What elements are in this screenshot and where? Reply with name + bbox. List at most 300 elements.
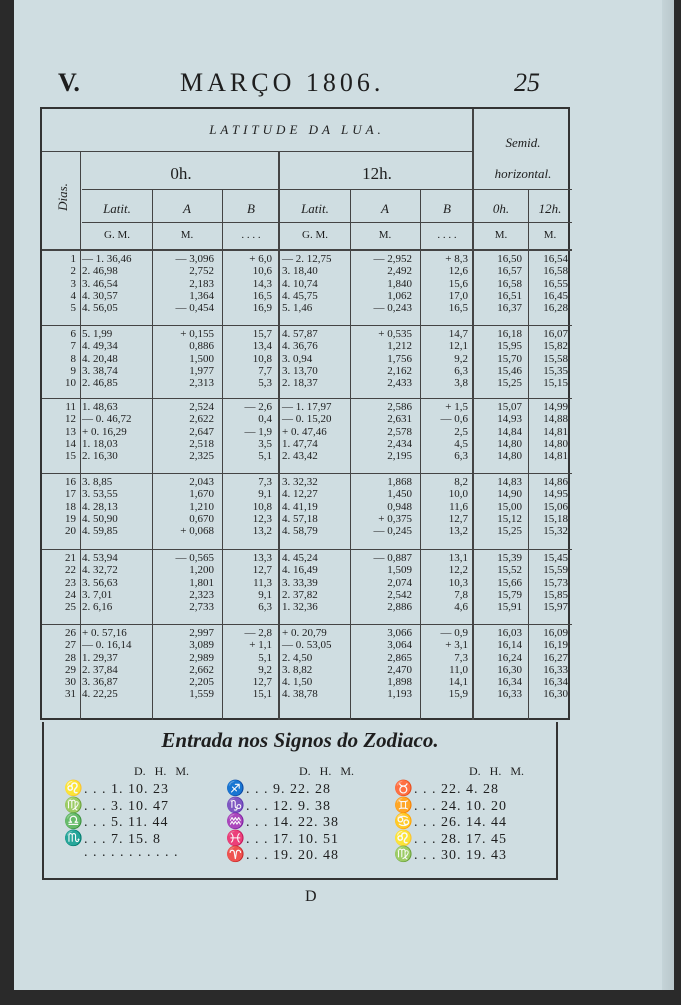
zodiac-row [64, 829, 179, 846]
col-b12-group [422, 476, 468, 537]
col-semid-12: 12h. [538, 201, 562, 216]
col-lat0-group [82, 552, 148, 613]
zodiac-sign-icon: ♍ [394, 847, 413, 863]
table-cell: 28 [65, 651, 76, 664]
table-cell: 16,03 [497, 627, 522, 639]
col-s12-group [530, 401, 568, 462]
table-cell: 16,5 [448, 302, 468, 315]
table-cell: 3. 36,87 [82, 676, 118, 689]
table-cell: — 0,9 [440, 627, 468, 639]
table-cell: 1,898 [387, 676, 412, 689]
table-cell: 2,886 [387, 601, 412, 614]
rule-group [42, 325, 572, 326]
table-cell: — 0,565 [175, 552, 214, 564]
table-cell: 15,15 [543, 377, 568, 390]
table-cell: 4. 50,90 [82, 512, 118, 525]
table-cell: 13,1 [448, 552, 468, 564]
table-title: LATITUDE DA LUA. [209, 122, 385, 137]
table-cell: 16,58 [543, 265, 568, 278]
table-cell: 2,323 [189, 588, 214, 601]
table-cell: 2,989 [189, 651, 214, 664]
zodiac-sign-icon: ♐ [226, 781, 245, 797]
table-cell: 1,868 [387, 476, 412, 488]
table-cell: 15,07 [497, 401, 522, 413]
col-lat0-group [82, 253, 148, 314]
table-cell: 2,752 [189, 265, 214, 278]
table-cell: 16,54 [543, 253, 568, 265]
col-s0-group [474, 253, 522, 314]
table-cell: 2,542 [387, 588, 412, 601]
table-cell: — 1,9 [244, 425, 272, 438]
table-cell: 3,8 [454, 377, 468, 390]
zodiac-header-3: D. H. M. [469, 764, 525, 778]
table-cell: 2,662 [189, 663, 214, 676]
table-cell: 15,1 [252, 688, 272, 701]
col-days-group [44, 552, 76, 613]
table-cell: 31 [65, 688, 76, 701]
rule-h [82, 222, 572, 223]
table-cell: — 1. 17,97 [282, 401, 332, 413]
table-cell: 1. 48,63 [82, 401, 118, 413]
table-cell: 6,3 [454, 364, 468, 377]
table-cell: 3. 53,55 [82, 488, 118, 501]
table-cell: 2. 37,82 [282, 588, 318, 601]
zodiac-entry-time: . . . . . . . . . . . [84, 845, 179, 860]
moon-latitude-table [40, 107, 570, 720]
table-cell: 1,062 [387, 289, 412, 302]
table-cell: 4. 45,24 [282, 552, 318, 564]
col-lat0-group [82, 476, 148, 537]
col-s12-group [530, 328, 568, 389]
table-cell: 5,3 [258, 377, 272, 390]
table-cell: 14,1 [448, 676, 468, 689]
zodiac-row [64, 812, 179, 829]
semid-title-line2: horizontal. [494, 166, 552, 181]
col-lat12-group [282, 253, 348, 314]
zodiac-entry-time: . . . 14. 22. 38 [246, 815, 339, 830]
table-cell: 5. 1,46 [282, 302, 313, 315]
col-s0-group [474, 552, 522, 613]
table-cell: 14 [65, 437, 76, 450]
zodiac-title: Entrada nos Signos do Zodiaco. [161, 728, 439, 752]
table-cell: 4. 53,94 [82, 552, 118, 564]
table-cell: 15,6 [448, 277, 468, 290]
table-cell: 26 [65, 627, 76, 639]
table-cell: 2. 37,84 [82, 663, 118, 676]
zodiac-sign-icon: ♎ [64, 814, 83, 830]
table-cell: 4. 56,05 [82, 302, 118, 315]
table-cell: 1,210 [189, 500, 214, 513]
zodiac-row [226, 829, 339, 846]
table-cell: 2,631 [387, 413, 412, 426]
rule-v [278, 151, 280, 720]
table-cell: + 0,068 [180, 525, 214, 538]
table-cell: 24 [65, 588, 76, 601]
table-cell: 1,450 [387, 488, 412, 501]
table-cell: 1,364 [189, 289, 214, 302]
zodiac-sign-icon: ♉ [394, 781, 413, 797]
table-cell: — 0. 53,05 [282, 639, 332, 652]
zodiac-row [394, 812, 507, 829]
table-cell: 16,24 [497, 651, 522, 664]
table-cell: 16,28 [543, 302, 568, 315]
table-cell: 2. 43,42 [282, 450, 318, 463]
table-cell: 11,6 [449, 500, 468, 513]
table-cell: — 0,6 [440, 413, 468, 426]
table-cell: 1 [70, 253, 76, 265]
unit-m-semid-0: M. [494, 229, 508, 241]
zodiac-entry-time: . . . 9. 22. 28 [246, 782, 331, 797]
table-cell: 1,670 [189, 488, 214, 501]
table-cell: 15,12 [497, 512, 522, 525]
table-cell: 14,99 [543, 401, 568, 413]
rule-group [42, 549, 572, 550]
table-cell: 5. 1,99 [82, 328, 113, 340]
table-cell: — 2,952 [373, 253, 412, 265]
zodiac-sign-icon: ♌ [64, 781, 83, 797]
zodiac-entry-time: . . . 28. 17. 45 [414, 831, 507, 847]
table-cell: 16,07 [543, 328, 568, 340]
col-a12-group [352, 627, 412, 701]
col-a12-group [352, 552, 412, 613]
table-cell: + 0. 16,29 [82, 425, 127, 438]
table-cell: 1,200 [189, 564, 214, 577]
zodiac-sign-icon: ♊ [394, 797, 413, 814]
table-cell: 0,670 [189, 512, 214, 525]
col-a0-group [154, 627, 214, 701]
table-cell: 16,33 [543, 663, 568, 676]
table-cell: 1,840 [387, 277, 412, 290]
table-cell: 14,83 [497, 476, 522, 488]
table-cell: 3. 32,32 [282, 476, 318, 488]
table-cell: 7,8 [454, 588, 468, 601]
table-cell: 15,79 [497, 588, 522, 601]
table-cell: 1. 47,74 [282, 437, 318, 450]
table-cell: 3,089 [189, 639, 214, 652]
table-cell: + 8,3 [445, 253, 468, 265]
table-cell: 16,34 [543, 676, 568, 689]
table-cell: 29 [65, 663, 76, 676]
table-cell: 2. 18,37 [282, 377, 318, 390]
table-cell: 2,997 [189, 627, 214, 639]
table-cell: 12,3 [252, 512, 272, 525]
table-cell: 15,06 [543, 500, 568, 513]
zodiac-header-1: D. H. M. [134, 764, 190, 778]
col-b0-group [224, 552, 272, 613]
table-cell: 1,500 [189, 352, 214, 365]
col-days-group [44, 401, 76, 462]
table-cell: 4. 41,19 [282, 500, 318, 513]
table-cell: 2. 46,85 [82, 377, 118, 390]
rule-h [42, 151, 474, 152]
zodiac-row [394, 829, 507, 846]
table-cell: 15,7 [252, 328, 272, 340]
hour-0-label: 0h. [170, 164, 192, 183]
table-cell: 4. 28,13 [82, 500, 118, 513]
table-cell: 0,4 [258, 413, 272, 426]
table-cell: 4. 12,27 [282, 488, 318, 501]
zodiac-box [42, 722, 558, 880]
zodiac-entry-time: . . . 30. 19. 43 [414, 848, 507, 863]
table-cell: + 0,535 [378, 328, 412, 340]
table-cell: — 1. 36,46 [82, 253, 132, 265]
table-cell: 4. 58,79 [282, 525, 318, 538]
zodiac-row [226, 812, 339, 829]
table-cell: 2. 6,16 [82, 601, 113, 614]
table-cell: 16,27 [543, 651, 568, 664]
table-cell: 12,7 [448, 512, 468, 525]
col-days-group [44, 627, 76, 701]
table-cell: 15,46 [497, 364, 522, 377]
table-cell: 16,57 [497, 265, 522, 278]
table-cell: 12,7 [252, 676, 272, 689]
table-cell: 16,30 [543, 688, 568, 701]
col-s0-group [474, 401, 522, 462]
zodiac-entry-time: . . . 17. 10. 51 [246, 831, 339, 847]
table-cell: 16,9 [252, 302, 272, 315]
table-cell: + 1,1 [249, 639, 272, 652]
table-cell: 0,886 [189, 340, 214, 353]
table-cell: 12,2 [448, 564, 468, 577]
col-days-group [44, 476, 76, 537]
table-cell: 10,0 [448, 488, 468, 501]
table-cell: 7,3 [454, 651, 468, 664]
table-cell: 15,58 [543, 352, 568, 365]
table-cell: 16,18 [497, 328, 522, 340]
table-cell: 3. 7,01 [82, 588, 113, 601]
table-cell: 4. 30,57 [82, 289, 118, 302]
col-s12-group [530, 253, 568, 314]
table-cell: 4. 36,76 [282, 340, 318, 353]
col-b0-group [224, 253, 272, 314]
col-b0-group [224, 627, 272, 701]
table-cell: 14,88 [543, 413, 568, 426]
col-lat12-group [282, 476, 348, 537]
zodiac-sign-icon: ♑ [226, 797, 245, 814]
table-cell: 30 [65, 676, 76, 689]
table-cell: 7,3 [258, 476, 272, 488]
table-cell: 4. 22,25 [82, 688, 118, 701]
table-cell: 16,45 [543, 289, 568, 302]
rule-v [528, 189, 529, 720]
col-lat12-group [282, 328, 348, 389]
table-cell: 10,8 [252, 352, 272, 365]
table-cell: 16,09 [543, 627, 568, 639]
table-cell: 12 [65, 413, 76, 426]
zodiac-entry-time: . . . 19. 20. 48 [246, 848, 339, 863]
table-cell: 15,35 [543, 364, 568, 377]
table-cell: 2. 46,98 [82, 265, 118, 278]
table-cell: 12,6 [448, 265, 468, 278]
table-cell: — 0. 16,14 [82, 639, 132, 652]
table-cell: 2,586 [387, 401, 412, 413]
table-cell: 17,0 [448, 289, 468, 302]
table-cell: 14,80 [497, 437, 522, 450]
col-days-group [44, 253, 76, 314]
table-cell: 7,7 [258, 364, 272, 377]
table-cell: 15,52 [497, 564, 522, 577]
rule-group [42, 398, 572, 399]
table-cell: 16,14 [497, 639, 522, 652]
table-cell: 2,647 [189, 425, 214, 438]
zodiac-sign-icon: ♈ [226, 847, 245, 863]
page-number: 25 [514, 68, 540, 97]
table-cell: 11 [65, 401, 76, 413]
days-label: Dias. [55, 183, 70, 211]
table-cell: 2,622 [189, 413, 214, 426]
table-cell: 4. 1,50 [282, 676, 313, 689]
zodiac-row [394, 796, 507, 813]
table-cell: 4. 57,18 [282, 512, 318, 525]
table-cell: 4. 59,85 [82, 525, 118, 538]
table-cell: 16,34 [497, 676, 522, 689]
col-b12-group [422, 328, 468, 389]
zodiac-row [226, 796, 339, 813]
table-cell: 21 [65, 552, 76, 564]
table-cell: 1. 18,03 [82, 437, 118, 450]
table-cell: 2,162 [387, 364, 412, 377]
table-cell: 15,18 [543, 512, 568, 525]
col-days-group [44, 328, 76, 389]
table-cell: 8 [70, 352, 76, 365]
table-cell: — 0,887 [373, 552, 412, 564]
table-cell: — 0,454 [175, 302, 214, 315]
table-cell: 17 [65, 488, 76, 501]
table-cell: + 6,0 [249, 253, 272, 265]
table-cell: 25 [65, 601, 76, 614]
table-cell: 15,91 [497, 601, 522, 614]
table-cell: 4,5 [454, 437, 468, 450]
table-cell: 15,39 [497, 552, 522, 564]
table-cell: 9,2 [454, 352, 468, 365]
rule-v [222, 189, 223, 720]
table-cell: — 0. 46,72 [82, 413, 132, 426]
col-a0-group [154, 552, 214, 613]
col-a12-group [352, 476, 412, 537]
table-cell: 16,33 [497, 688, 522, 701]
table-cell: 18 [65, 500, 76, 513]
table-cell: 15,32 [543, 525, 568, 538]
table-cell: 1,193 [387, 688, 412, 701]
table-cell: 14,81 [543, 425, 568, 438]
table-cell: 13,4 [252, 340, 272, 353]
table-cell: 15,97 [543, 601, 568, 614]
table-cell: 11,0 [449, 663, 468, 676]
rule-group [42, 624, 572, 625]
table-cell: 5 [70, 302, 76, 315]
unit-m-0: M. [180, 229, 194, 241]
table-cell: — 0. 15,20 [282, 413, 332, 426]
table-cell: 5,1 [258, 651, 272, 664]
table-cell: 13 [65, 425, 76, 438]
table-cell: 14,90 [497, 488, 522, 501]
col-b12-group [422, 401, 468, 462]
signature-mark: V. [58, 68, 80, 97]
table-cell: 14,84 [497, 425, 522, 438]
table-cell: 15,59 [543, 564, 568, 577]
col-lat0-group [82, 328, 148, 389]
col-lat12-group [282, 401, 348, 462]
table-cell: 2,433 [387, 377, 412, 390]
unit-m-semid-12: M. [543, 229, 557, 241]
table-cell: 1. 29,37 [82, 651, 118, 664]
table-cell: — 2,6 [244, 401, 272, 413]
table-cell: 14,81 [543, 450, 568, 463]
table-cell: 6,3 [454, 450, 468, 463]
table-cell: 16,19 [543, 639, 568, 652]
col-b12-group [422, 552, 468, 613]
table-cell: 13,3 [252, 552, 272, 564]
col-latit-12: Latit. [301, 201, 329, 216]
table-cell: 15,70 [497, 352, 522, 365]
col-b12-group [422, 627, 468, 701]
col-a0-group [154, 328, 214, 389]
table-cell: 6 [70, 328, 76, 340]
table-cell: 3. 8,82 [282, 663, 313, 676]
table-cell: 0,948 [387, 500, 412, 513]
col-a-0: A [183, 201, 191, 216]
table-cell: 15,25 [497, 377, 522, 390]
table-cell: 16,58 [497, 277, 522, 290]
table-cell: 3. 56,63 [82, 576, 118, 589]
table-cell: 4. 20,48 [82, 352, 118, 365]
col-s0-group [474, 476, 522, 537]
table-cell: 14,80 [543, 437, 568, 450]
zodiac-sign-icon: ♓ [226, 830, 245, 847]
unit-dots-0: . . . . [241, 229, 261, 241]
table-cell: 2,470 [387, 663, 412, 676]
table-cell: + 0. 47,46 [282, 425, 327, 438]
table-cell: 15,82 [543, 340, 568, 353]
col-s12-group [530, 552, 568, 613]
unit-m-12: M. [378, 229, 392, 241]
table-cell: + 0. 20,79 [282, 627, 327, 639]
zodiac-column-3 [394, 779, 507, 862]
zodiac-sign-icon: ♏ [64, 830, 83, 847]
table-cell: 2,205 [189, 676, 214, 689]
unit-gm-12: G. M. [302, 229, 328, 241]
table-cell: 16,50 [497, 253, 522, 265]
table-cell: 3. 13,70 [282, 364, 318, 377]
table-cell: 15,73 [543, 576, 568, 589]
rule-group [42, 473, 572, 474]
zodiac-row [226, 779, 339, 796]
table-cell: 15,66 [497, 576, 522, 589]
table-cell: 2,865 [387, 651, 412, 664]
table-cell: + 0. 57,16 [82, 627, 127, 639]
rule-v [420, 189, 421, 720]
table-cell: 20 [65, 525, 76, 538]
col-semid-0: 0h. [492, 201, 510, 216]
table-cell: 2,434 [387, 437, 412, 450]
table-cell: 9,1 [258, 588, 272, 601]
table-cell: 15,45 [543, 552, 568, 564]
unit-dots-12: . . . . [437, 229, 457, 241]
table-cell: 10,3 [448, 576, 468, 589]
zodiac-row [64, 796, 179, 813]
table-cell: 5,1 [258, 450, 272, 463]
table-cell: 2,183 [189, 277, 214, 290]
zodiac-entry-time: . . . 7. 15. 8 [84, 831, 161, 847]
table-cell: 10 [65, 377, 76, 390]
col-lat12-group [282, 552, 348, 613]
table-cell: 6,3 [258, 601, 272, 614]
table-cell: 2,733 [189, 601, 214, 614]
table-cell: + 3,1 [445, 639, 468, 652]
table-cell: 3,066 [387, 627, 412, 639]
table-cell: 2. 4,50 [282, 651, 313, 664]
table-cell: 27 [65, 639, 76, 652]
